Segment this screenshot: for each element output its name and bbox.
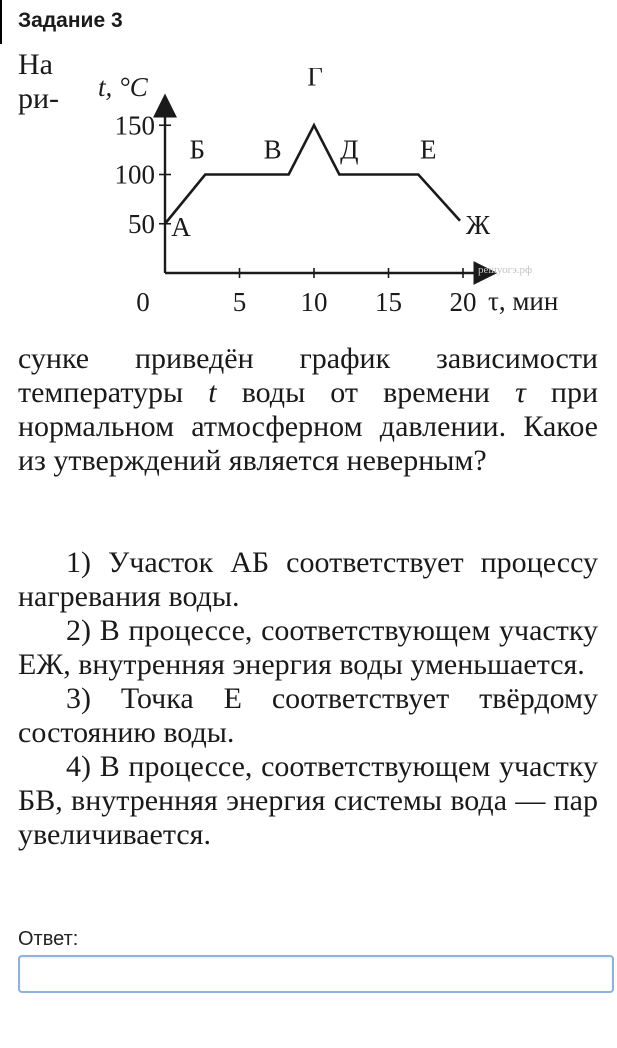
point-label: Г	[307, 68, 323, 92]
x-tick-label: 0	[136, 287, 150, 317]
watermark: решуогэ.рф	[478, 264, 533, 276]
question-symbol-t: t	[208, 376, 217, 409]
x-axis-label: τ, мин	[488, 286, 559, 316]
y-tick-label: 50	[128, 208, 155, 239]
question-text	[18, 342, 598, 478]
x-tick-label: 15	[375, 287, 402, 317]
point-label: В	[263, 134, 282, 165]
point-label: Ж	[465, 209, 491, 240]
temperature-time-graph	[90, 68, 590, 330]
y-axis-label: t, °C	[98, 72, 148, 102]
option-1: 1) Участок АБ соответствует процессу нагревания воды.	[18, 546, 598, 613]
option-2: 2) В процессе, соответствующем участку ЕЖ, внутренняя энергия воды уменьшается.	[18, 614, 598, 681]
left-border-rule	[0, 0, 2, 44]
option-4: 4) В процессе, соответствующем участку БВ, внутренняя энергия системы вода — пар увеличивается.	[18, 750, 598, 851]
point-label: Д	[340, 134, 359, 165]
answer-input[interactable]	[18, 955, 614, 993]
temperature-curve	[165, 125, 460, 224]
question-symbol-tau: τ	[515, 376, 526, 409]
question-part-3: при нормальном атмосферном давлении. Какое из утверждений является неверным?	[18, 376, 598, 477]
point-label: Е	[420, 134, 437, 165]
option-3: 3) Точка Е соответствует твёрдому состоянию воды.	[18, 682, 598, 749]
x-tick-label: 20	[449, 287, 477, 317]
question-part-1: сунке приведён график зависимости температуры	[18, 342, 598, 409]
text-before-figure-2: ри-	[18, 82, 60, 115]
x-tick-label: 5	[232, 287, 247, 317]
y-tick-label: 100	[114, 159, 155, 190]
point-label: А	[171, 211, 191, 242]
y-tick-label: 150	[114, 110, 155, 141]
answer-options	[18, 546, 598, 852]
point-label: Б	[189, 134, 205, 165]
x-tick-label: 10	[300, 287, 328, 317]
answer-label: Ответ:	[18, 928, 79, 950]
task-title: Задание 3	[18, 9, 123, 32]
question-part-2: воды от времени	[216, 376, 516, 409]
text-before-figure-1: На	[18, 48, 53, 81]
